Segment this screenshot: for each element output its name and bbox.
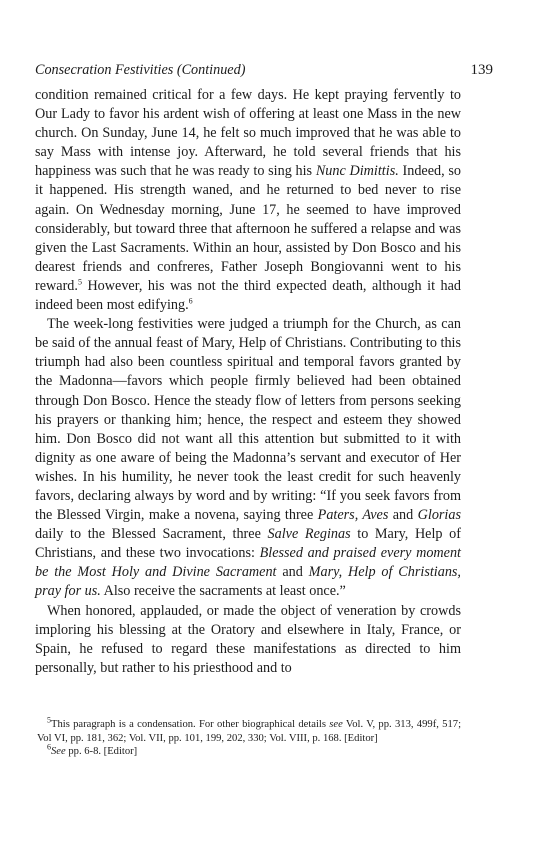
text-run: Vol. V, pp. 313, 499f, 517; Vol VI, pp. 181, 362; Vol. VII, pp. 101, 199, 202, 330; Vol. VIII, p. 168. [Editor] xyxy=(37,719,462,744)
italic-term: Paters, Aves xyxy=(317,507,389,524)
italic-invocation: Mary, Help of Christians, pray for us. xyxy=(35,564,461,600)
paragraph-2 xyxy=(35,315,461,601)
text-run: and xyxy=(276,564,309,581)
body-text xyxy=(35,86,461,678)
running-head xyxy=(35,62,493,79)
text-run: This paragraph is a condensation. For other biographical details xyxy=(51,719,330,730)
paragraph-3 xyxy=(35,602,461,678)
text-run: The week-long festivities were judged a triumph for the Church, as can be said of the annual feast of Mary, Help of Christians. Contributing to this triumph had also been countless spiritual and temporal favors granted by the Madonna—favors which people firmly believed had been obtained through Don Bosco. Hence the steady flow of letters from persons seeking his prayers or thanking him; hence, the respect and esteem they showed him. Don Bosco did not want all this attention but submitted to it with dignity as one aware of being the Madonna’s servant and executor of Her wishes. In his humility, he never took the least credit for such heavenly favors, declaring always by word and by writing: “If you seek favors from the Blessed Virgin, make a novena, saying three xyxy=(35,316,461,524)
italic-title: Nunc Dimittis. xyxy=(315,163,399,180)
italic-term: Salve Reginas xyxy=(267,526,351,543)
italic-term: See xyxy=(51,746,66,758)
footnote-marker: 6 xyxy=(47,742,51,752)
footnote-5 xyxy=(35,715,462,745)
italic-invocation: Blessed and praised every moment be the Most Holy and Divine Sacrament xyxy=(35,545,461,581)
paragraph-1 xyxy=(35,86,461,315)
text-run: Also receive the sacraments at least once.” xyxy=(100,583,346,600)
text-run: When honored, applauded, or made the object of veneration by crowds imploring his blessing at the Oratory and elsewhere in Italy, France, or Spain, he refused to regard these manifestations as directed to him personally, but rather to his priesthood and to xyxy=(35,602,461,676)
text-run: However, his was not the third expected death, although it had indeed been most edifying. xyxy=(35,277,461,314)
text-run: pp. 6-8. [Editor] xyxy=(65,746,138,758)
footnote-reference[interactable]: 6 xyxy=(188,296,193,306)
footnotes xyxy=(35,715,462,759)
footnote-6 xyxy=(35,742,461,759)
running-title: Consecration Festivities (Continued) xyxy=(35,62,246,78)
italic-term: see xyxy=(329,719,343,730)
footnote-reference[interactable]: 5 xyxy=(77,277,82,287)
text-run: to Mary, Help of Christians, and these two invocations: xyxy=(35,526,461,562)
page-number: 139 xyxy=(470,62,493,78)
text-run: condition remained critical for a few days. He kept praying fervently to Our Lady to favor his ardent wish of offering at least one Mass in the new church. On Sunday, June 14, he felt so much improved that he was able to say Mass with intense joy. Afterward, he told several friends that his happiness was such that he was ready to sing his xyxy=(35,87,461,180)
text-run: Indeed, so it happened. His strength waned, and he returned to bed never to rise again. On Wednesday morning, June 17, he seemed to have improved considerably, but toward three that afternoon he suffered a relapse and was given the Last Sacraments. Within an hour, assisted by Don Bosco and his dearest friends and confreres, Father Joseph Bongiovanni went to his reward. xyxy=(35,163,461,294)
text-run: and xyxy=(388,507,418,524)
text-run: daily to the Blessed Sacrament, three xyxy=(35,526,268,543)
italic-term: Glorias xyxy=(417,507,461,524)
footnote-marker: 5 xyxy=(47,715,51,725)
